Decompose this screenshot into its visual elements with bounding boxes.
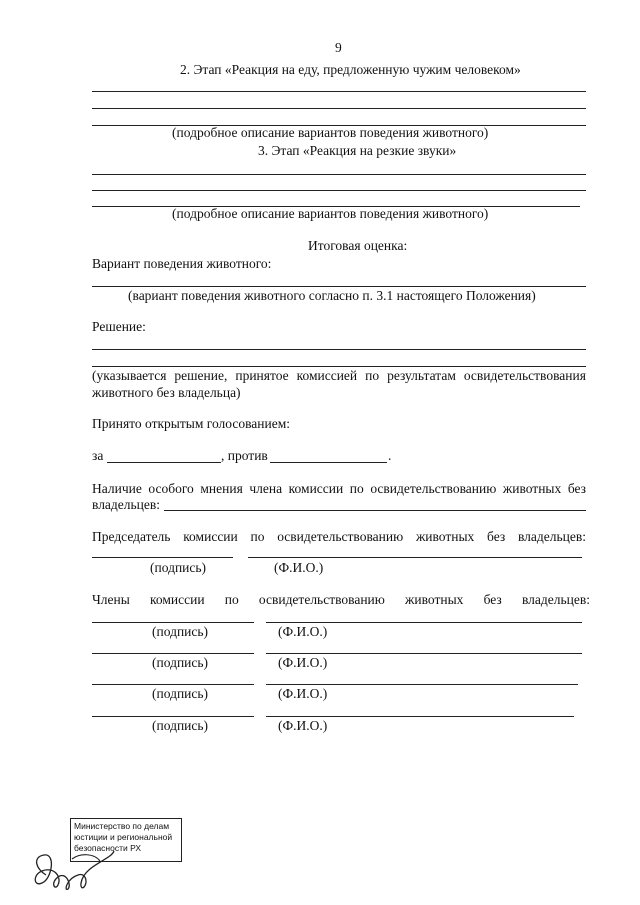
member2-fio: (Ф.И.О.): [278, 655, 328, 670]
member1-fio: (Ф.И.О.): [278, 624, 328, 639]
member2-fio-line: [266, 653, 582, 654]
variant-label: Вариант поведения животного:: [92, 256, 272, 271]
stage3-line-1: [92, 174, 586, 175]
stage2-title: 2. Этап «Реакция на еду, предложенную чужим человеком»: [180, 62, 521, 77]
stamp-line-2: юстиции и региональной: [74, 832, 173, 842]
chairman-label: Председатель комиссии по освидетельствованию животных без владельцев:: [92, 529, 586, 544]
member3-signature: (подпись): [152, 686, 209, 701]
stage3-title: 3. Этап «Реакция на резкие звуки»: [258, 143, 457, 158]
stage2-line-2: [92, 108, 586, 109]
chairman-fio: (Ф.И.О.): [274, 560, 324, 575]
stage3-caption: (подробное описание вариантов поведения животного): [172, 206, 489, 221]
member3-signature-line: [92, 684, 254, 685]
stage2-line-1: [92, 91, 586, 92]
stage3-line-2: [92, 190, 586, 191]
chairman-signature-line: [92, 557, 233, 558]
stamp-line-3: безопасности РХ: [74, 843, 142, 853]
members-label: Члены комиссии по освидетельствованию животных без владельцев:: [92, 592, 590, 607]
member4-fio: (Ф.И.О.): [278, 718, 328, 733]
member4-signature: (подпись): [152, 718, 209, 733]
chairman-fio-line: [248, 557, 582, 558]
member3-fio-line: [266, 684, 578, 685]
final-heading: Итоговая оценка:: [308, 238, 408, 253]
member1-fio-line: [266, 622, 582, 623]
decision-caption-line1: (указывается решение, принятое комиссией по результатам освидетельствования: [92, 368, 586, 383]
vote-against-label: , против: [221, 448, 268, 463]
dissent-blank: [164, 510, 586, 511]
member4-signature-line: [92, 716, 254, 717]
member1-signature: (подпись): [152, 624, 209, 639]
decision-line-1: [92, 349, 586, 350]
stamp-line-1: Министерство по делам: [74, 821, 170, 831]
vote-end: .: [388, 448, 392, 463]
dissent-line2: владельцев:: [92, 497, 161, 512]
member4-fio-line: [266, 716, 574, 717]
member3-fio: (Ф.И.О.): [278, 686, 328, 701]
decision-line-2: [92, 366, 586, 367]
variant-caption: (вариант поведения животного согласно п. 3.1 настоящего Положения): [128, 288, 536, 303]
decision-label: Решение:: [92, 319, 146, 334]
dissent-line1: Наличие особого мнения члена комиссии по освидетельствованию животных без: [92, 481, 586, 496]
vote-against-blank: [270, 462, 387, 463]
member2-signature-line: [92, 653, 254, 654]
vote-for-label: за: [92, 448, 104, 463]
handwritten-signature: [28, 835, 118, 893]
variant-line: [92, 286, 586, 287]
member2-signature: (подпись): [152, 655, 209, 670]
chairman-signature: (подпись): [150, 560, 207, 575]
member1-signature-line: [92, 622, 254, 623]
vote-label: Принято открытым голосованием:: [92, 416, 291, 431]
vote-for-blank: [107, 462, 221, 463]
page-number: 9: [335, 40, 342, 55]
decision-caption-line2: животного без владельца): [92, 385, 241, 400]
stage2-caption: (подробное описание вариантов поведения животного): [172, 125, 489, 140]
